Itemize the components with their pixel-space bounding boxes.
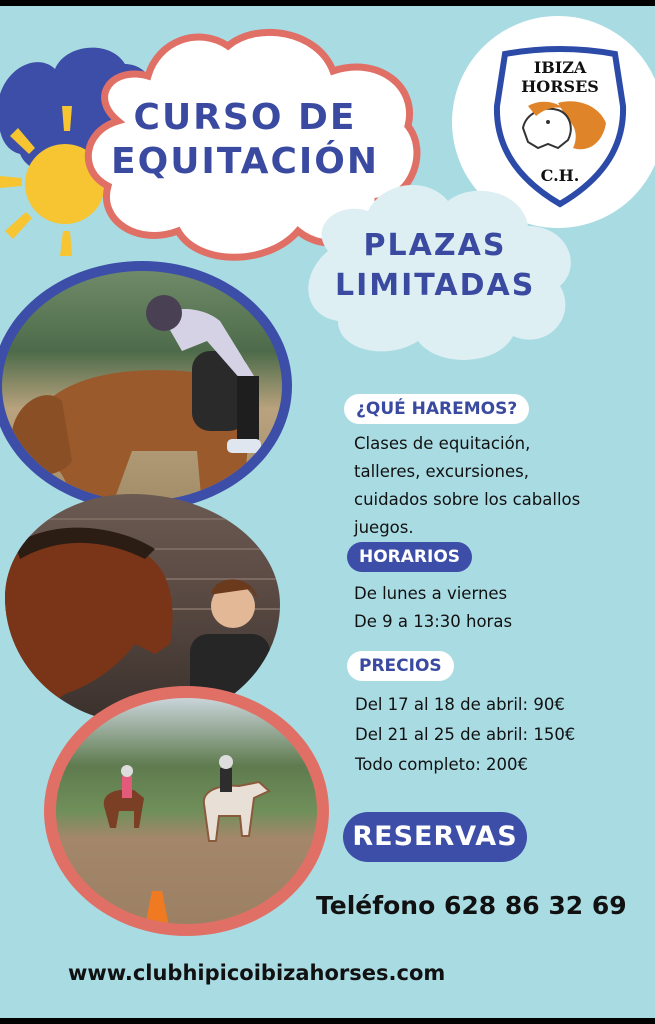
photo-girl-on-horse xyxy=(0,261,292,511)
logo-ch: C.H. xyxy=(540,166,580,185)
logo-text-top xyxy=(505,58,615,96)
website-link[interactable]: www.clubhipicoibizahorses.com xyxy=(68,961,446,985)
poster xyxy=(0,6,655,1018)
reservas-button[interactable] xyxy=(343,812,527,862)
limited-text xyxy=(335,226,535,306)
schedule-line-1: De lunes a viernes xyxy=(354,584,508,603)
horse-logo-icon xyxy=(518,98,608,158)
logo-line-2: HORSES xyxy=(521,77,599,96)
price-line-1: Del 17 al 18 de abril: 90€ xyxy=(355,695,565,714)
phone-number[interactable]: Teléfono 628 86 32 69 xyxy=(316,891,627,920)
price-line-3: Todo completo: 200€ xyxy=(355,755,528,774)
what-line-4: juegos. xyxy=(354,518,414,537)
section-what-heading: ¿QUÉ HAREMOS? xyxy=(344,394,529,424)
title-line-1: CURSO DE xyxy=(133,97,357,138)
what-line-1: Clases de equitación, xyxy=(354,434,531,453)
section-prices-heading: PRECIOS xyxy=(347,651,454,681)
photo-boy-with-horse xyxy=(5,494,280,724)
title xyxy=(95,96,395,184)
what-line-2: talleres, excursiones, xyxy=(354,462,529,481)
photo-riding-lesson xyxy=(44,686,329,936)
schedule-line-2: De 9 a 13:30 horas xyxy=(354,612,513,631)
what-line-3: cuidados sobre los caballos xyxy=(354,490,581,509)
section-schedule-body xyxy=(354,580,512,636)
section-what-body xyxy=(354,430,580,542)
limited-line-1: PLAZAS xyxy=(363,228,507,263)
logo-line-1: IBIZA xyxy=(533,58,587,77)
price-line-2: Del 21 al 25 de abril: 150€ xyxy=(355,725,576,744)
limited-line-2: LIMITADAS xyxy=(335,268,536,303)
section-schedule-heading: HORARIOS xyxy=(347,542,472,572)
section-prices-body xyxy=(355,690,575,780)
traffic-cone-icon xyxy=(145,891,169,926)
reservas-label: RESERVAS xyxy=(352,821,518,852)
title-line-2: EQUITACIÓN xyxy=(111,141,379,182)
